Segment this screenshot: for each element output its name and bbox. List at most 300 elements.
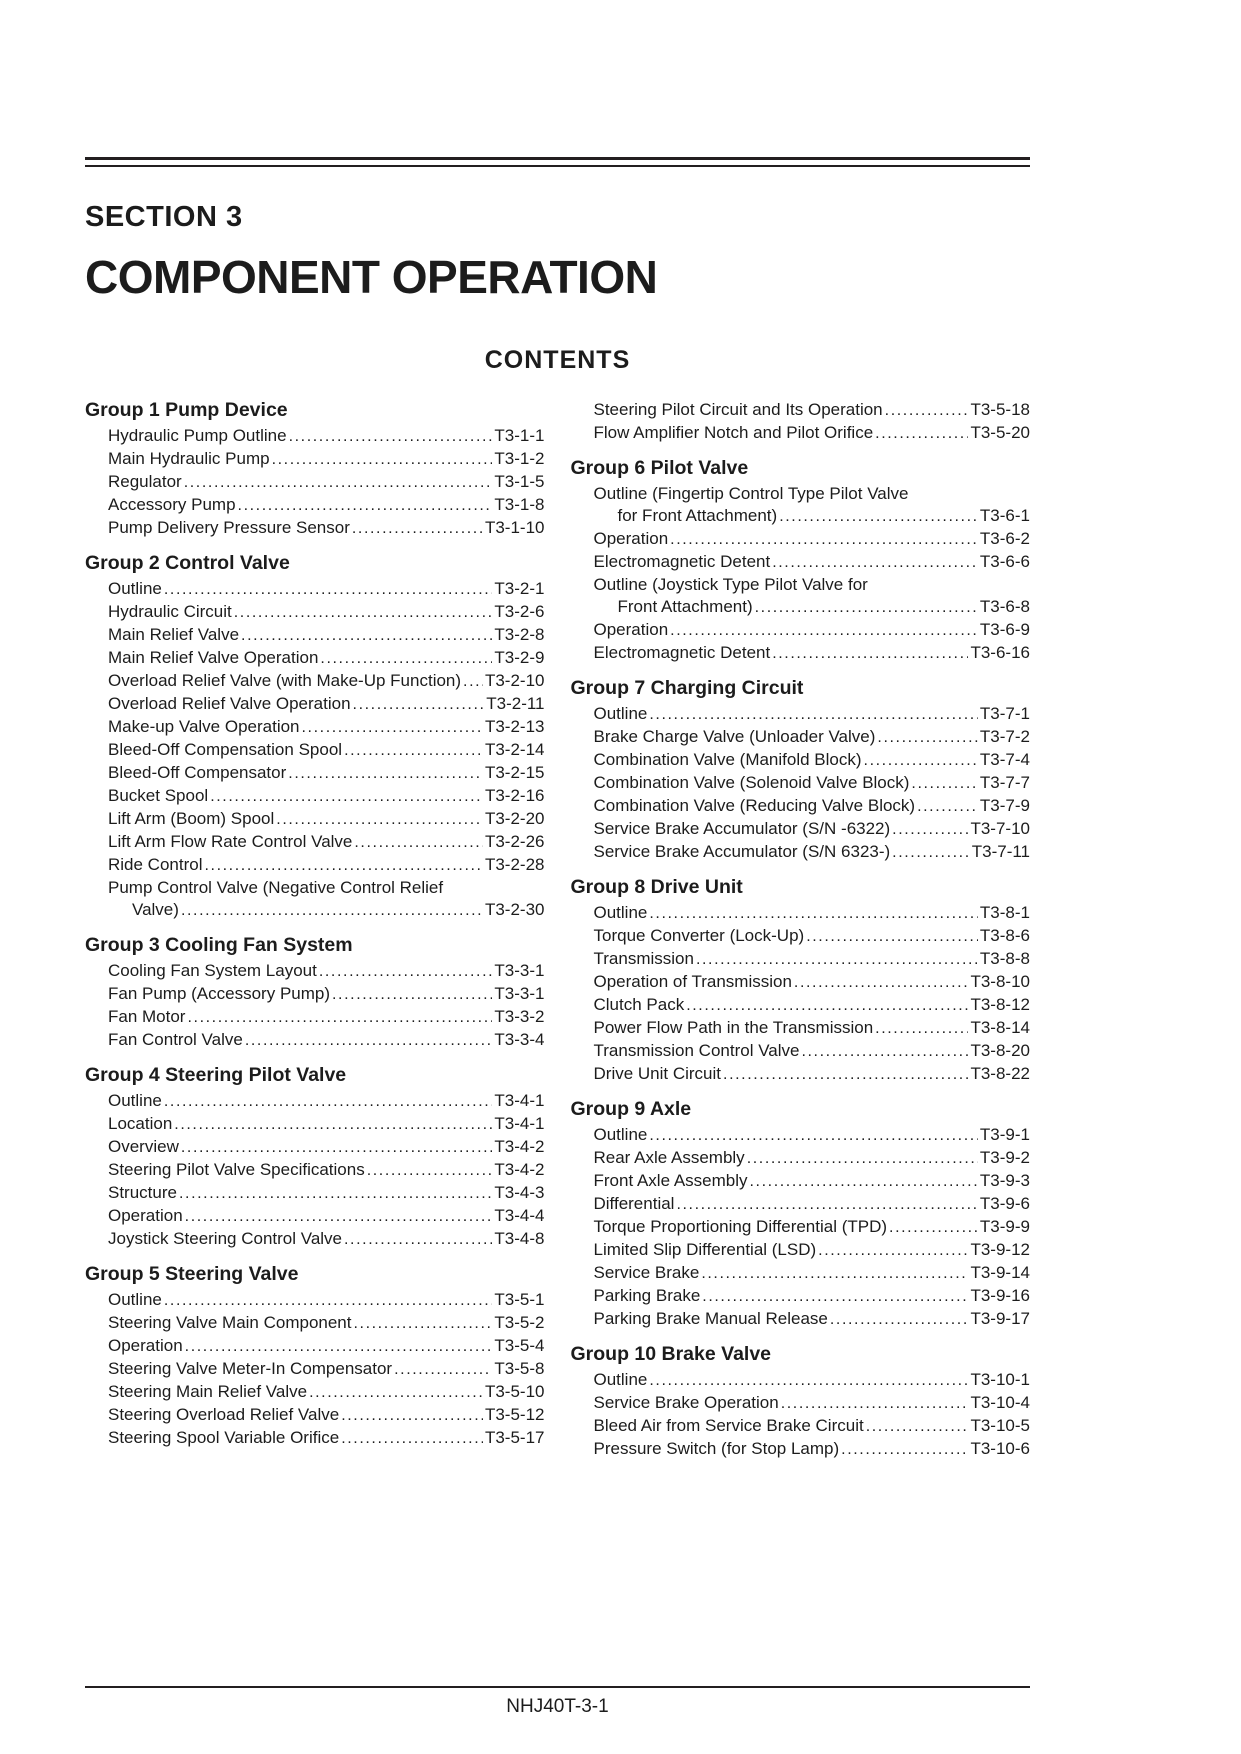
- toc-leader-dots: [794, 971, 969, 994]
- toc-group-heading: Group 2 Control Valve: [85, 552, 290, 574]
- toc-entry: [571, 619, 1031, 642]
- toc-entry: [85, 1335, 545, 1358]
- toc-entry-page: T3-8-14: [970, 1018, 1030, 1037]
- toc-leader-dots: [344, 739, 483, 762]
- toc-entry-title: Pressure Switch (for Stop Lamp): [593, 1439, 840, 1458]
- toc-leader-dots: [701, 1262, 968, 1285]
- toc-leader-dots: [394, 1358, 492, 1381]
- toc-entry: [85, 601, 545, 624]
- toc-entry-title: Fan Pump (Accessory Pump): [108, 984, 331, 1003]
- toc-entry: [85, 960, 545, 983]
- toc-entry-title: Overview: [108, 1137, 179, 1156]
- toc-entry: [85, 624, 545, 647]
- toc-entry-page: T3-5-1: [494, 1290, 545, 1309]
- toc-entry: [85, 1205, 545, 1228]
- toc-entry-line1: Outline (Joystick Type Pilot Valve for: [593, 575, 868, 594]
- toc-entry-title: Operation: [593, 529, 669, 548]
- toc-entry-page: T3-10-1: [970, 1370, 1030, 1389]
- toc-leader-dots: [332, 983, 492, 1006]
- toc-entry-title: Transmission Control Valve: [593, 1041, 800, 1060]
- toc-entry: [85, 494, 545, 517]
- toc-entry: [85, 762, 545, 785]
- toc-entry-title: Rear Axle Assembly: [593, 1148, 745, 1167]
- toc-entry: [571, 1147, 1031, 1170]
- toc-leader-dots: [676, 1193, 977, 1216]
- toc-leader-dots: [241, 624, 492, 647]
- toc-leader-dots: [649, 902, 978, 925]
- toc-left-column: [85, 399, 545, 1461]
- toc-leader-dots: [885, 399, 969, 422]
- toc-group-heading: Group 3 Cooling Fan System: [85, 934, 353, 956]
- toc-entry-page: T3-1-5: [494, 472, 545, 491]
- toc-leader-dots: [806, 925, 978, 948]
- toc-entry-page: T3-8-8: [979, 949, 1030, 968]
- toc-entry-title: Electromagnetic Detent: [593, 552, 771, 571]
- toc-entry-title: Main Hydraulic Pump: [108, 449, 270, 468]
- toc-leader-dots: [181, 1136, 493, 1159]
- toc-entry-title: Service Brake Accumulator (S/N -6322): [593, 819, 891, 838]
- toc-leader-dots: [670, 619, 978, 642]
- toc-leader-dots: [772, 642, 968, 665]
- toc-group-heading: Group 4 Steering Pilot Valve: [85, 1064, 347, 1086]
- toc-entry-title: Hydraulic Pump Outline: [108, 426, 287, 445]
- toc-leader-dots: [238, 494, 493, 517]
- toc-entry: [85, 517, 545, 540]
- toc-entry-title: Lift Arm (Boom) Spool: [108, 809, 275, 828]
- toc-group-heading: Group 5 Steering Valve: [85, 1263, 299, 1285]
- toc-entry-page: T3-5-4: [494, 1336, 545, 1355]
- toc-leader-dots: [670, 528, 978, 551]
- toc-entry-page: T3-6-2: [979, 529, 1030, 548]
- toc-entry: [571, 841, 1031, 864]
- section-label: SECTION 3: [85, 201, 243, 233]
- toc-leader-dots: [917, 795, 978, 818]
- toc-entry: [85, 716, 545, 739]
- toc-entry-page: T3-9-16: [970, 1286, 1030, 1305]
- toc-entry-title: Differential: [593, 1194, 675, 1213]
- toc-entry-title: Service Brake Operation: [593, 1393, 779, 1412]
- toc-entry: [571, 1017, 1031, 1040]
- toc-entry-title: Ride Control: [108, 855, 203, 874]
- toc-entry-page: T3-2-8: [494, 625, 545, 644]
- toc-entry: [85, 1159, 545, 1182]
- toc-leader-dots: [352, 517, 483, 540]
- toc-entry: [571, 971, 1031, 994]
- toc-entry: [85, 785, 545, 808]
- toc-entry-title: Structure: [108, 1183, 177, 1202]
- toc-entry: [571, 1369, 1031, 1392]
- toc-entry-page: T3-6-1: [979, 506, 1030, 525]
- toc-leader-dots: [779, 505, 978, 528]
- toc-leader-dots: [892, 818, 968, 841]
- toc-leader-dots: [830, 1308, 969, 1331]
- toc-leader-dots: [276, 808, 483, 831]
- toc-entry-page: T3-5-2: [494, 1313, 545, 1332]
- toc-leader-dots: [911, 772, 978, 795]
- toc-leader-dots: [309, 1381, 483, 1404]
- toc-leader-dots: [210, 785, 483, 808]
- toc-entry-page: T3-8-12: [970, 995, 1030, 1014]
- toc-entry-page: T3-1-2: [494, 449, 545, 468]
- toc-entry: [85, 693, 545, 716]
- toc-entry-line1: Outline (Fingertip Control Type Pilot Valve: [593, 484, 909, 503]
- toc-entry: [571, 1040, 1031, 1063]
- toc-entry-page: T3-9-12: [970, 1240, 1030, 1259]
- toc-entry: [571, 902, 1031, 925]
- toc-entry-title: Accessory Pump: [108, 495, 236, 514]
- toc-group-heading: Group 1 Pump Device: [85, 399, 288, 421]
- toc-entry: [571, 1239, 1031, 1262]
- toc-entry-title: Outline: [593, 903, 648, 922]
- toc-leader-dots: [864, 749, 978, 772]
- toc-entry-page: T3-10-4: [970, 1393, 1030, 1412]
- toc-leader-dots: [649, 1124, 978, 1147]
- toc-leader-dots: [801, 1040, 968, 1063]
- toc-entry-page: T3-2-15: [484, 763, 545, 782]
- toc-entry-title: Torque Converter (Lock-Up): [593, 926, 805, 945]
- toc-entry-title: Operation: [108, 1336, 183, 1355]
- toc-entry-page: T3-8-1: [979, 903, 1030, 922]
- toc-entry: [571, 772, 1031, 795]
- toc-entry-title: Lift Arm Flow Rate Control Valve: [108, 832, 353, 851]
- toc-entry: [571, 749, 1031, 772]
- toc-entry: [571, 994, 1031, 1017]
- toc-entry-page: T3-9-6: [979, 1194, 1030, 1213]
- toc-leader-dots: [164, 578, 493, 601]
- toc-group-heading: Group 9 Axle: [570, 1098, 692, 1120]
- toc-entry: [571, 1262, 1031, 1285]
- toc-leader-dots: [755, 596, 978, 619]
- toc-entry-title: Steering Overload Relief Valve: [108, 1405, 340, 1424]
- toc-entry-title: Main Relief Valve: [108, 625, 240, 644]
- toc-entry-title: Regulator: [108, 472, 182, 491]
- toc-leader-dots: [354, 831, 483, 854]
- toc-entry-page: T3-2-11: [486, 694, 545, 713]
- toc-entry-title: Outline: [108, 1290, 162, 1309]
- toc-entry-title: Bucket Spool: [108, 786, 209, 805]
- toc-entry-title: Steering Valve Meter-In Compensator: [108, 1359, 393, 1378]
- toc-entry-page: T3-7-4: [979, 750, 1030, 769]
- toc-leader-dots: [696, 948, 978, 971]
- toc-entry-title: Steering Main Relief Valve: [108, 1382, 308, 1401]
- toc-entry: [571, 1216, 1031, 1239]
- footer-rule: [85, 1686, 1030, 1688]
- toc-entry-page: T3-4-1: [494, 1091, 545, 1110]
- toc-leader-dots: [354, 1312, 493, 1335]
- toc-entry-title: Steering Spool Variable Orifice: [108, 1428, 340, 1447]
- toc-entry-title: Power Flow Path in the Transmission: [593, 1018, 874, 1037]
- toc-entry-page: T3-9-17: [970, 1309, 1030, 1328]
- toc-leader-dots: [185, 1335, 493, 1358]
- toc-leader-dots: [367, 1159, 493, 1182]
- toc-entry-page: T3-4-8: [494, 1229, 545, 1248]
- toc-entry: [571, 1415, 1031, 1438]
- toc-entry-page: T3-7-10: [970, 819, 1030, 838]
- toc-entry: [85, 1228, 545, 1251]
- toc-entry-title: Front Axle Assembly: [593, 1171, 748, 1190]
- toc-leader-dots: [892, 841, 970, 864]
- toc-entry: [85, 1404, 545, 1427]
- toc-entry-title: Operation: [593, 620, 669, 639]
- toc-entry-page: T3-5-12: [484, 1405, 545, 1424]
- toc-entry: [571, 596, 1031, 619]
- toc-entry-title: Joystick Steering Control Valve: [108, 1229, 343, 1248]
- toc-entry: [85, 1136, 545, 1159]
- toc-entry: [571, 1285, 1031, 1308]
- toc-entry: [85, 1090, 545, 1113]
- toc-entry-title: Bleed-Off Compensator: [108, 763, 287, 782]
- toc-leader-dots: [164, 1289, 493, 1312]
- toc-entry-page: T3-8-20: [970, 1041, 1030, 1060]
- toc-entry: [571, 925, 1031, 948]
- toc-leader-dots: [164, 1090, 493, 1113]
- toc-entry-page: T3-5-17: [484, 1428, 545, 1447]
- toc-entry-page: T3-2-6: [494, 602, 545, 621]
- toc-leader-dots: [245, 1029, 493, 1052]
- toc-entry-page: T3-7-9: [979, 796, 1030, 815]
- toc-entry-title: Cooling Fan System Layout: [108, 961, 317, 980]
- toc-leader-dots: [841, 1438, 968, 1461]
- toc-entry: [85, 1006, 545, 1029]
- toc-entry-page: T3-3-2: [494, 1007, 545, 1026]
- toc-leader-dots: [319, 960, 493, 983]
- toc-leader-dots: [341, 1404, 483, 1427]
- toc-leader-dots: [234, 601, 493, 624]
- toc-entry-title: Service Brake Accumulator (S/N 6323-): [593, 842, 891, 861]
- toc-leader-dots: [184, 471, 493, 494]
- toc-entry-line1: Pump Control Valve (Negative Control Relief: [108, 878, 444, 897]
- toc-leader-dots: [649, 1369, 968, 1392]
- toc-entry-title: Steering Pilot Circuit and Its Operation: [593, 400, 883, 419]
- toc-entry-title: Overload Relief Valve (with Make-Up Function): [108, 671, 462, 690]
- page-number: NHJ40T-3-1: [506, 1696, 609, 1717]
- toc-entry: [571, 422, 1031, 445]
- toc-entry-page: T3-5-18: [970, 400, 1030, 419]
- toc-entry-title: Brake Charge Valve (Unloader Valve): [593, 727, 876, 746]
- toc-entry-title: Hydraulic Circuit: [108, 602, 232, 621]
- toc-leader-dots: [750, 1170, 978, 1193]
- toc-entry-title: Combination Valve (Manifold Block): [593, 750, 862, 769]
- toc-entry: [85, 1029, 545, 1052]
- toc-entry-page: T3-9-14: [970, 1263, 1030, 1282]
- toc-entry: [85, 739, 545, 762]
- toc-entry-page: T3-6-9: [979, 620, 1030, 639]
- toc-entry-title: Bleed-Off Compensation Spool: [108, 740, 343, 759]
- toc-entry: [571, 948, 1031, 971]
- toc-entry-page: T3-7-2: [979, 727, 1030, 746]
- toc-leader-dots: [353, 693, 485, 716]
- toc-entry-page: T3-2-10: [484, 671, 545, 690]
- toc-entry-page: T3-2-9: [494, 648, 545, 667]
- toc-group-heading: Group 6 Pilot Valve: [570, 457, 749, 479]
- toc-leader-dots: [866, 1415, 969, 1438]
- toc-entry-page: T3-9-2: [979, 1148, 1030, 1167]
- toc-entry-title: Outline: [108, 1091, 162, 1110]
- toc-entry-title: Service Brake: [593, 1263, 700, 1282]
- toc-entry-page: T3-7-11: [971, 842, 1030, 861]
- toc-entry-page: T3-1-1: [494, 426, 545, 445]
- toc-entry-title: Combination Valve (Solenoid Valve Block): [593, 773, 910, 792]
- toc-entry-title: Outline: [108, 579, 162, 598]
- toc-entry-page: T3-1-10: [484, 518, 545, 537]
- toc-entry: [571, 1124, 1031, 1147]
- toc-entry: [571, 818, 1031, 841]
- toc-entry: [85, 647, 545, 670]
- toc-entry-title: Valve): [132, 900, 179, 919]
- toc-entry-title: Overload Relief Valve Operation: [108, 694, 351, 713]
- toc-leader-dots: [187, 1006, 492, 1029]
- toc-entry-title: Torque Proportioning Differential (TPD): [593, 1217, 888, 1236]
- toc-leader-dots: [772, 551, 978, 574]
- toc-entry-page: T3-3-1: [494, 984, 545, 1003]
- toc-leader-dots: [686, 994, 968, 1017]
- toc-entry-page: T3-2-14: [484, 740, 545, 759]
- toc-entry-title: Transmission: [593, 949, 694, 968]
- toc-leader-dots: [889, 1216, 978, 1239]
- toc-entry-title: Flow Amplifier Notch and Pilot Orifice: [593, 423, 874, 442]
- toc-entry-title: Operation of Transmission: [593, 972, 792, 991]
- toc-entry-title: Steering Valve Main Component: [108, 1313, 352, 1332]
- toc-entry-page: T3-5-8: [494, 1359, 545, 1378]
- toc-entry-page: T3-4-4: [494, 1206, 545, 1225]
- toc-entry-page: T3-2-13: [484, 717, 545, 736]
- toc-leader-dots: [747, 1147, 978, 1170]
- toc-entry-title: Clutch Pack: [593, 995, 685, 1014]
- toc-entry: [85, 578, 545, 601]
- toc-leader-dots: [181, 899, 483, 922]
- toc-entry: [571, 528, 1031, 551]
- toc-leader-dots: [875, 1017, 968, 1040]
- toc-entry-page: T3-9-9: [979, 1217, 1030, 1236]
- toc-entry: [85, 983, 545, 1006]
- toc-leader-dots: [205, 854, 483, 877]
- toc-entry: [85, 1381, 545, 1404]
- toc-entry-page: T3-6-8: [979, 597, 1030, 616]
- table-of-contents: [85, 399, 1030, 1461]
- toc-entry-page: T3-3-4: [494, 1030, 545, 1049]
- toc-entry-title: Fan Motor: [108, 1007, 186, 1026]
- toc-leader-dots: [289, 425, 493, 448]
- toc-leader-dots: [179, 1182, 492, 1205]
- toc-entry-title: Location: [108, 1114, 173, 1133]
- toc-entry: [85, 831, 545, 854]
- toc-entry: [571, 703, 1031, 726]
- toc-entry: [85, 670, 545, 693]
- toc-entry-title: Make-up Valve Operation: [108, 717, 300, 736]
- toc-leader-dots: [723, 1063, 968, 1086]
- toc-entry: [85, 899, 545, 922]
- toc-leader-dots: [341, 1427, 483, 1450]
- toc-entry: [85, 808, 545, 831]
- toc-entry-page: T3-5-10: [484, 1382, 545, 1401]
- toc-entry-page: T3-6-16: [970, 643, 1030, 662]
- toc-group-heading: Group 7 Charging Circuit: [570, 677, 804, 699]
- toc-entry: [85, 854, 545, 877]
- toc-entry-page: T3-6-6: [979, 552, 1030, 571]
- toc-entry-page: T3-2-26: [484, 832, 545, 851]
- toc-entry-page: T3-9-1: [979, 1125, 1030, 1144]
- toc-leader-dots: [185, 1205, 493, 1228]
- toc-leader-dots: [818, 1239, 968, 1262]
- toc-entry-page: T3-4-3: [494, 1183, 545, 1202]
- toc-entry: [571, 551, 1031, 574]
- toc-entry: [571, 1193, 1031, 1216]
- toc-entry-title: Outline: [593, 1370, 648, 1389]
- toc-leader-dots: [344, 1228, 492, 1251]
- toc-entry: [85, 1182, 545, 1205]
- toc-entry: [571, 726, 1031, 749]
- toc-entry-page: T3-7-1: [979, 704, 1030, 723]
- toc-entry-page: T3-5-20: [970, 423, 1030, 442]
- toc-leader-dots: [781, 1392, 969, 1415]
- toc-entry: [85, 1358, 545, 1381]
- toc-entry: [571, 1392, 1031, 1415]
- toc-leader-dots: [463, 670, 483, 693]
- toc-entry-page: T3-4-1: [494, 1114, 545, 1133]
- toc-entry-page: T3-2-28: [484, 855, 545, 874]
- toc-entry-title: Parking Brake: [593, 1286, 701, 1305]
- page-content: [85, 0, 1030, 1461]
- toc-entry: [85, 448, 545, 471]
- toc-entry-title: Pump Delivery Pressure Sensor: [108, 518, 350, 537]
- toc-entry-title: Steering Pilot Valve Specifications: [108, 1160, 365, 1179]
- toc-entry-title: Electromagnetic Detent: [593, 643, 771, 662]
- toc-entry-title: Front Attachment): [617, 597, 753, 616]
- toc-entry-title: Parking Brake Manual Release: [593, 1309, 828, 1328]
- toc-entry: [85, 1289, 545, 1312]
- toc-leader-dots: [272, 448, 493, 471]
- toc-entry-title: Limited Slip Differential (LSD): [593, 1240, 817, 1259]
- toc-entry-page: T3-4-2: [494, 1160, 545, 1179]
- toc-leader-dots: [302, 716, 483, 739]
- toc-entry-title: Outline: [593, 704, 648, 723]
- page-title: COMPONENT OPERATION: [85, 251, 658, 303]
- toc-entry: [571, 1308, 1031, 1331]
- toc-entry-page: T3-8-6: [979, 926, 1030, 945]
- toc-right-column: [571, 399, 1031, 1461]
- toc-leader-dots: [288, 762, 483, 785]
- toc-leader-dots: [320, 647, 492, 670]
- toc-leader-dots: [174, 1113, 492, 1136]
- toc-entry: [85, 425, 545, 448]
- toc-entry-page: T3-10-6: [970, 1439, 1030, 1458]
- toc-entry: [571, 1438, 1031, 1461]
- toc-entry: [571, 1170, 1031, 1193]
- toc-entry-title: Operation: [108, 1206, 183, 1225]
- toc-entry-page: T3-2-1: [494, 579, 545, 598]
- toc-entry-title: Main Relief Valve Operation: [108, 648, 319, 667]
- toc-leader-dots: [702, 1285, 968, 1308]
- toc-entry-page: T3-2-20: [484, 809, 545, 828]
- toc-entry: [85, 1312, 545, 1335]
- toc-group-heading: Group 10 Brake Valve: [570, 1343, 772, 1365]
- toc-entry-page: T3-1-8: [494, 495, 545, 514]
- header-rule: [85, 157, 1030, 167]
- toc-leader-dots: [649, 703, 978, 726]
- toc-entry: [571, 1063, 1031, 1086]
- toc-leader-dots: [875, 422, 968, 445]
- toc-entry-page: T3-8-10: [970, 972, 1030, 991]
- toc-entry-page: T3-9-3: [979, 1171, 1030, 1190]
- toc-entry-title: Drive Unit Circuit: [593, 1064, 722, 1083]
- toc-entry-title: Bleed Air from Service Brake Circuit: [593, 1416, 864, 1435]
- toc-entry: [85, 1427, 545, 1450]
- toc-entry-title: Outline: [593, 1125, 648, 1144]
- toc-entry-page: T3-10-5: [970, 1416, 1030, 1435]
- toc-entry: [85, 1113, 545, 1136]
- toc-entry: [571, 399, 1031, 422]
- toc-entry: [571, 795, 1031, 818]
